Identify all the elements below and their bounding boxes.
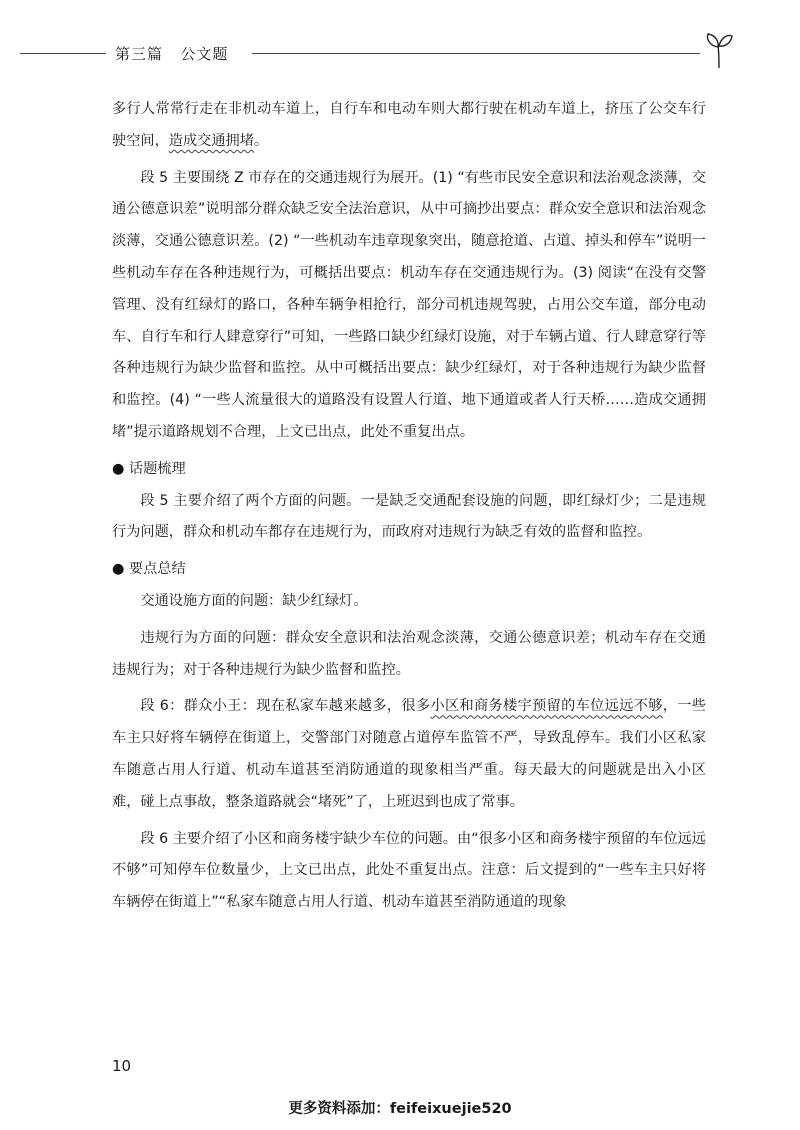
underlined-phrase: 小区和商务楼宇预留的车位远远不够 <box>430 698 663 715</box>
bullet-icon: ● <box>112 561 125 578</box>
bullet-icon: ● <box>112 460 125 477</box>
text-run: 段 6：群众小王：现在私家车越来越多，很多 <box>140 698 431 715</box>
point-facilities: 交通设施方面的问题：缺少红绿灯。 <box>140 592 368 609</box>
analysis-paragraph-5: 段 5 主要围绕 Z 市存在的交通违规行为展开。(1) “有些市民安全意识和法治观念淡薄，交通公德意识差”说明部分群众缺乏安全法治意识，从中可摘抄出要点：群众安全意识和法治观念淡薄，交通公德意识差。(2) “一些机动车违章现象突出，随意抢道、占道、掉头和停车”说明一些机动车存在各种违规行为，可概括出要点：机动车存在交通违规行为。(3) 阅读“在没有交警管理、没有红绿灯的路口，各种车辆争相抢行，部分司机违规驾驶，占用公交车道，部分电动车、自行车和行人肆意穿行”可知，一些路口缺少红绿灯设施，对于车辆占道、行人肆意穿行等各种违规行为缺少监督和监控。从中可概括出要点：缺少红绿灯，对于各种违规行为缺少监督和监控。(4) “一些人流量很大的道路没有设置人行道、地下通道或者人行天桥……造成交通拥堵”提示道路规划不合理，上文已出点，此处不重复出点。 <box>112 169 706 440</box>
point-violations: 违规行为方面的问题：群众安全意识和法治观念淡薄，交通公德意识差；机动车存在交通违规行为；对于各种违规行为缺少监督和监控。 <box>112 629 706 678</box>
sprout-icon <box>704 30 734 70</box>
material-paragraph-6 <box>112 691 706 818</box>
footer-note: 更多资料添加：feifeixuejie520 <box>288 1101 512 1117</box>
header-rule-right <box>252 53 700 54</box>
header-rule-left <box>20 53 106 54</box>
header-topic: 公文题 <box>180 45 229 63</box>
page-body <box>112 94 706 919</box>
heading-text: 要点总结 <box>128 561 186 578</box>
underlined-phrase: 造成交通拥堵 <box>168 132 254 149</box>
analysis-paragraph-6: 段 6 主要介绍了小区和商务楼宇缺少车位的问题。由“很多小区和商务楼宇预留的车位远远不够”可知停车位数量少，上文已出点，此处不重复出点。注意：后文提到的“一些车主只好将车辆停在街道上”“私家车随意占用人行道、机动车道甚至消防通道的现象 <box>112 830 706 911</box>
text-run: ，一些车主只好将车辆停在街道上，交警部门对随意占道停车监管不严，导致乱停车。我们小区私家车随意占用人行道、机动车道甚至消防通道的现象相当严重。每天最大的问题就是出入小区难，碰上点事故，整条道路就会“堵死”了，上班迟到也成了常事。 <box>112 698 706 810</box>
text-run: 多行人常常行走在非机动车道上，自行车和电动车则大都行驶在机动车道上，挤压了公交车行驶空间， <box>112 101 706 149</box>
text-run: 。 <box>253 132 269 149</box>
section-heading-topics <box>112 454 706 486</box>
heading-text: 话题梳理 <box>128 460 186 477</box>
paragraph-continued <box>112 94 706 158</box>
header-section: 第三篇 <box>115 45 164 63</box>
section-heading-points <box>112 554 706 586</box>
header-title <box>115 43 228 64</box>
page-number: 10 <box>112 1057 132 1075</box>
topic-summary-paragraph: 段 5 主要介绍了两个方面的问题。一是缺乏交通配套设施的问题，即红绿灯少；二是违规行为问题，群众和机动车都存在违规行为，而政府对违规行为缺乏有效的监督和监控。 <box>112 492 706 541</box>
running-header <box>20 40 720 66</box>
